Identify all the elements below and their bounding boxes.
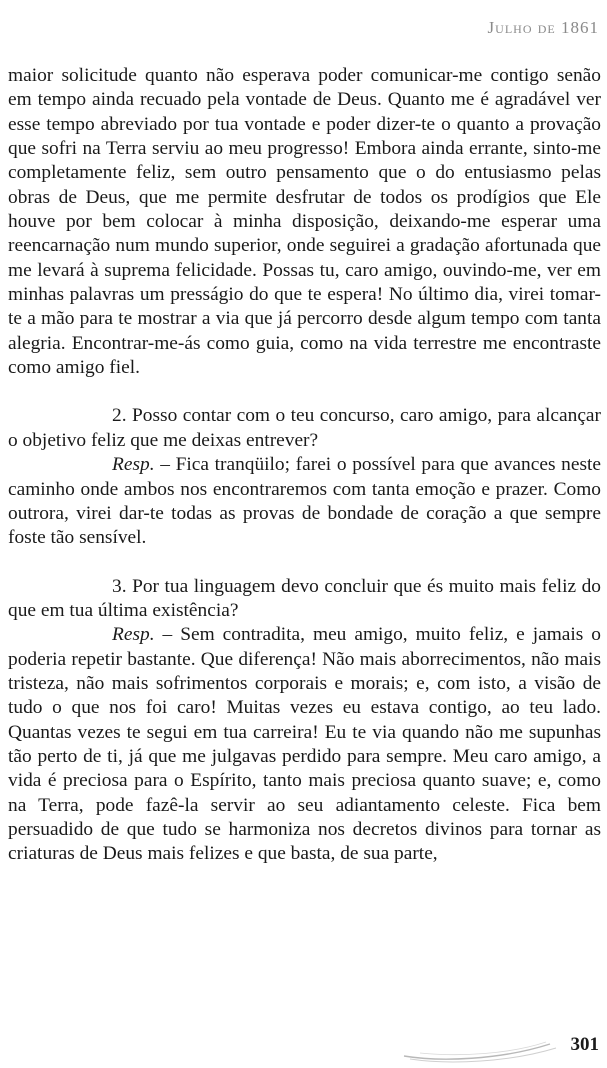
answer-2-text: – Fica tranqüilo; farei o possível para que avances neste caminho onde ambos nos encontraremos com tanta emoção e prazer. Como outrora, virei dar-te todas as provas de bondade de coração a que sempre foste tão sensível. xyxy=(8,454,601,549)
question-2: 2. Posso contar com o teu concurso, caro amigo, para alcançar o objetivo feliz que me deixas entrever? xyxy=(8,405,601,451)
page-number: 301 xyxy=(570,1034,599,1055)
paragraph-spacer xyxy=(8,380,601,404)
page-text xyxy=(8,64,601,867)
answer-3 xyxy=(8,623,601,866)
paragraph-spacer xyxy=(8,551,601,575)
running-header: Julho de 1861 xyxy=(487,18,599,37)
intro-paragraph: maior solicitude quanto não esperava poder comunicar-me contigo senão em tempo ainda recuado pela vontade de Deus. Quanto me é agradável ver esse tempo abreviado por tua vontade e poder dizer-te o quanto a provação que sofri na Terra serviu ao meu progresso! Embora ainda errante, sinto-me completamente feliz, sem outro pensamento que o do entusiasmo pelas obras de Deus, que me permite desfrutar de todos os prodígios que Ele houve por bem colocar à minha disposição, deixando-me esperar uma reencarnação num mundo superior, onde seguirei a gradação afortunada que me levará à suprema felicidade. Possas tu, caro amigo, ouvindo-me, ver em minhas palavras um presságio do que te espera! No último dia, virei tomar-te a mão para te mostrar a via que já percorro desde algum tempo com tanta alegria. Encontrar-me-ás como guia, como na vida terrestre me encontraste como amigo fiel. xyxy=(8,65,601,379)
question-3: 3. Por tua linguagem devo concluir que és muito mais feliz do que em tua última existência? xyxy=(8,575,601,621)
page-footer xyxy=(0,1026,607,1068)
resp-label: Resp. xyxy=(112,454,155,476)
swoosh-ornament-icon xyxy=(400,1032,560,1066)
answer-3-text: – Sem contradita, meu amigo, muito feliz, e jamais o poderia repetir bastante. Que diferença! Não mais aborrecimentos, não mais tristeza, não mais sofrimentos corporais e morais; e, com isto, a visão de tudo o que nos foi caro! Muitas vezes eu estava contigo, ao teu lado. Quantas vezes te segui em tua carreira! Eu te via quando não me supunhas tão perto de ti, já que me julgavas perdido para sempre. Meu caro amigo, a vida é preciosa para o Espírito, tanto mais preciosa quanto suave; e, como na Terra, pode fazê-la servir ao seu adiantamento celeste. Fica bem persuadido de que tudo se harmoniza nos decretos divinos para tornar as criaturas de Deus mais felizes e que basta, de sua parte, xyxy=(8,624,601,865)
answer-2 xyxy=(8,453,601,550)
resp-label: Resp. xyxy=(112,624,155,646)
